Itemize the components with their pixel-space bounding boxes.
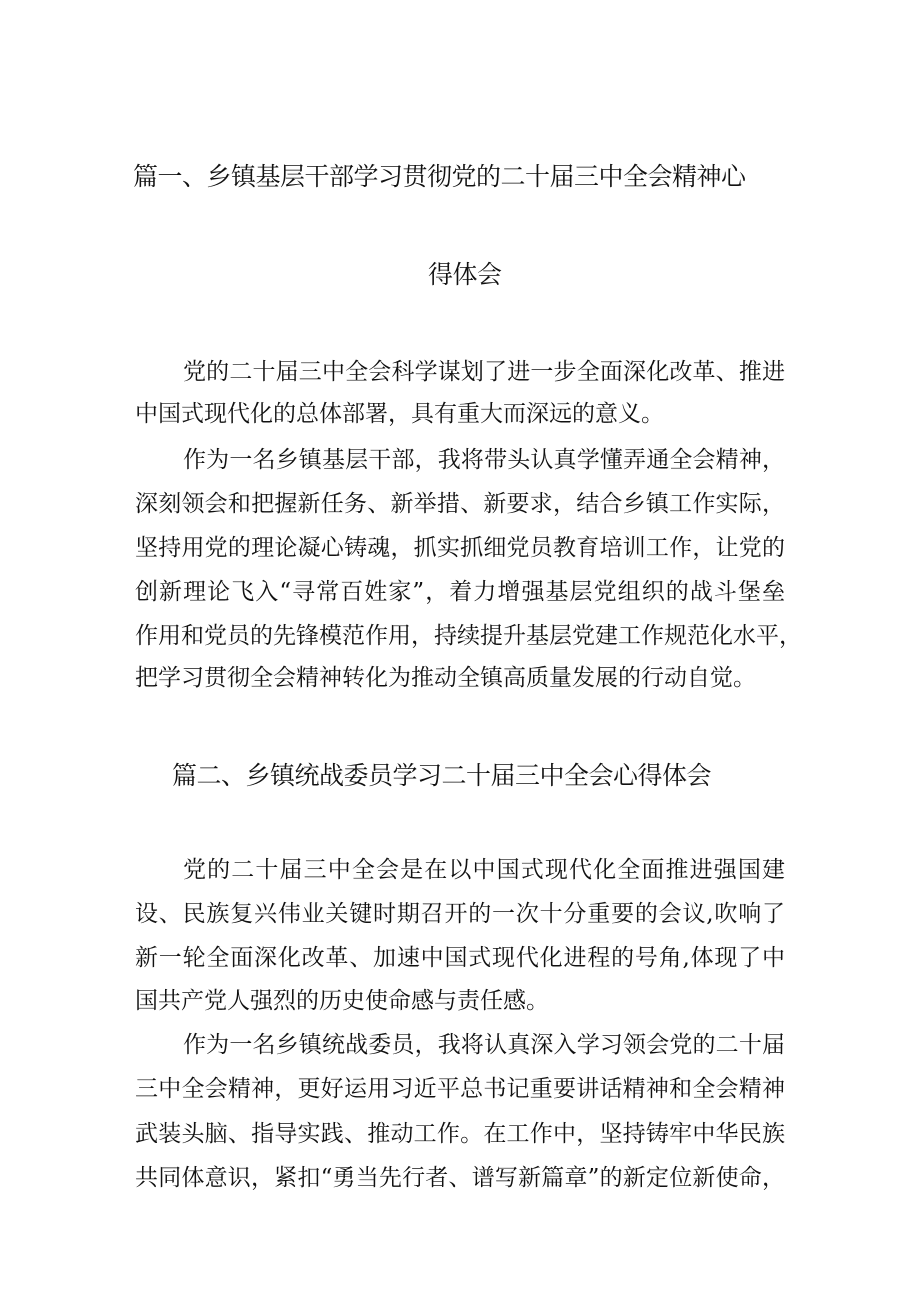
- section2-paragraph2-line: 共同体意识，紧扣“勇当先行者、谱写新篇章”的新定位新使命，: [135, 1165, 785, 1191]
- section1-title-line1: 篇一、乡镇基层干部学习贯彻党的二十届三中全会精神心: [133, 162, 746, 191]
- section2-title: 篇二、乡镇统战委员学习二十届三中全会心得体会: [172, 761, 712, 790]
- section1-paragraph1-line: 中国式现代化的总体部署，具有重大而深远的意义。: [135, 401, 664, 427]
- section1-paragraph2-line: 把学习贯彻全会精神转化为推动全镇高质量发展的行动自觉。: [135, 665, 756, 691]
- section1-paragraph2-line: 创新理论飞入“寻常百姓家”，着力增强基层党组织的战斗堡垒: [135, 579, 785, 605]
- section1-paragraph1-line: 党的二十届三中全会科学谋划了进一步全面深化改革、推进: [183, 359, 785, 385]
- section2-paragraph1-line: 设、民族复兴伟业关键时期召开的一次十分重要的会议,吹响了: [135, 901, 785, 927]
- section2-paragraph1-line: 新一轮全面深化改革、加速中国式现代化进程的号角,体现了中: [135, 945, 785, 971]
- section2-paragraph2-line: 三中全会精神，更好运用习近平总书记重要讲话精神和全会精神: [135, 1076, 785, 1102]
- section1-paragraph2-line: 作用和党员的先锋模范作用，持续提升基层党建工作规范化水平，: [135, 623, 802, 649]
- section2-paragraph1-line: 党的二十届三中全会是在以中国式现代化全面推进强国建: [183, 857, 785, 883]
- section2-paragraph1-line: 国共产党人强烈的历史使命感与责任感。: [135, 988, 549, 1014]
- section1-title-line2: 得体会: [428, 260, 502, 289]
- section1-paragraph2-line: 作为一名乡镇基层干部，我将带头认真学懂弄通全会精神，: [183, 447, 785, 473]
- section2-paragraph2-line: 武装头脑、指导实践、推动工作。在工作中，坚持铸牢中华民族: [135, 1121, 785, 1147]
- section1-paragraph2-line: 深刻领会和把握新任务、新举措、新要求，结合乡镇工作实际，: [135, 491, 785, 517]
- section1-paragraph2-line: 坚持用党的理论凝心铸魂，抓实抓细党员教育培训工作，让党的: [135, 535, 785, 561]
- section2-paragraph2-line: 作为一名乡镇统战委员，我将认真深入学习领会党的二十届: [183, 1032, 785, 1058]
